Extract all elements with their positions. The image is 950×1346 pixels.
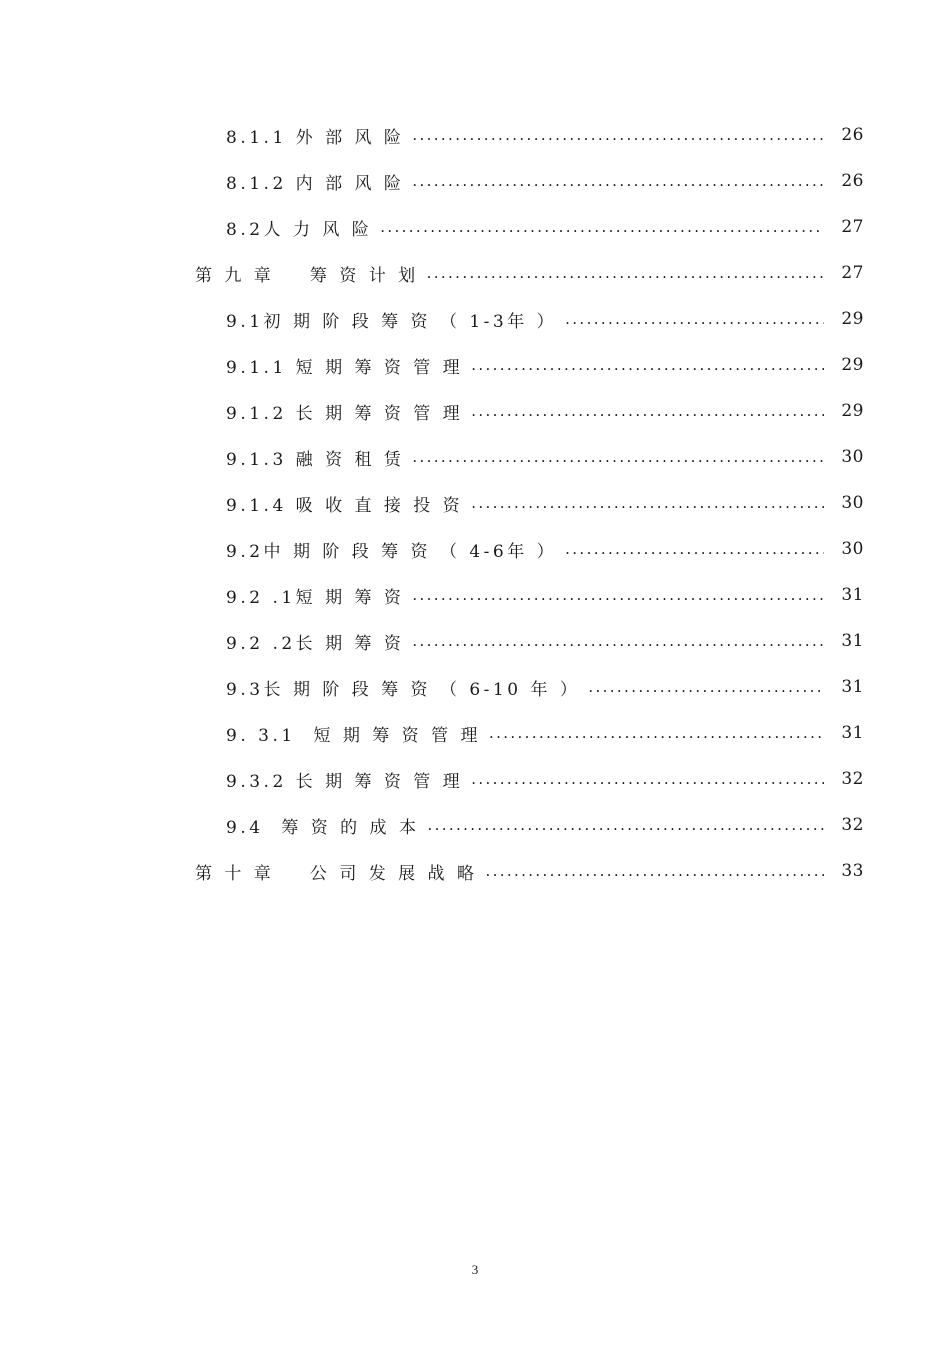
toc-entry-label: 9.1.3 融 资 租 赁	[226, 449, 405, 470]
toc-entry-label: 9.2 .1短 期 筹 资	[226, 587, 405, 608]
toc-entry-page: 33	[841, 861, 864, 881]
toc-entry-page: 31	[841, 677, 864, 697]
toc-dot-leader	[588, 678, 824, 696]
toc-dot-leader	[427, 264, 824, 282]
toc-entry-page: 29	[841, 355, 864, 375]
toc-entry-label: 第 九 章 筹 资 计 划	[195, 265, 419, 286]
toc-dot-leader	[471, 356, 824, 374]
toc-entry-9-1-3[interactable]	[0, 434, 950, 480]
toc-entry-label: 9. 3.1 短 期 筹 资 管 理	[226, 725, 481, 746]
toc-entry-9-2-2[interactable]	[0, 618, 950, 664]
toc-dot-leader	[471, 402, 824, 420]
toc-entry-label: 9.1初 期 阶 段 筹 资 （ 1-3年 ）	[226, 311, 558, 332]
toc-entry-9-3[interactable]	[0, 664, 950, 710]
toc-entry-label: 8.2人 力 风 险	[226, 219, 373, 240]
toc-entry-9-3-2[interactable]	[0, 756, 950, 802]
toc-entry-9-1-1[interactable]	[0, 342, 950, 388]
toc-entry-9-4[interactable]	[0, 802, 950, 848]
toc-entry-page: 27	[841, 263, 864, 283]
toc-entry-page: 30	[841, 539, 864, 559]
toc-entry-9-1[interactable]	[0, 296, 950, 342]
toc-entry-8-2[interactable]	[0, 204, 950, 250]
toc-entry-page: 30	[841, 447, 864, 467]
toc-entry-page: 30	[841, 493, 864, 513]
toc-entry-9-1-2[interactable]	[0, 388, 950, 434]
toc-entry-label: 9.3长 期 阶 段 筹 资 （ 6-10 年 ）	[226, 679, 581, 700]
toc-entry-page: 27	[841, 217, 864, 237]
page-number: 3	[471, 1262, 479, 1277]
toc-entry-label: 8.1.2 内 部 风 险	[226, 173, 405, 194]
toc-dot-leader	[485, 862, 824, 880]
toc-entry-page: 31	[841, 631, 864, 651]
toc-entry-page: 32	[841, 815, 864, 835]
toc-dot-leader	[412, 632, 824, 650]
toc-dot-leader	[471, 770, 824, 788]
toc-dot-leader	[489, 724, 824, 742]
toc-dot-leader	[412, 126, 824, 144]
toc-entry-label: 9.1.1 短 期 筹 资 管 理	[226, 357, 464, 378]
toc-entry-label: 第 十 章 公 司 发 展 战 略	[195, 863, 478, 884]
toc-entry-page: 26	[841, 171, 864, 191]
table-of-contents	[0, 112, 950, 894]
toc-entry-chapter-10[interactable]	[0, 848, 950, 894]
toc-dot-leader	[565, 540, 824, 558]
toc-entry-label: 9.3.2 长 期 筹 资 管 理	[226, 771, 464, 792]
toc-entry-page: 26	[841, 125, 864, 145]
toc-entry-page: 32	[841, 769, 864, 789]
toc-entry-9-3-1[interactable]	[0, 710, 950, 756]
toc-dot-leader	[412, 448, 824, 466]
toc-entry-label: 9.1.2 长 期 筹 资 管 理	[226, 403, 464, 424]
toc-entry-9-2[interactable]	[0, 526, 950, 572]
toc-dot-leader	[471, 494, 824, 512]
toc-dot-leader	[412, 586, 824, 604]
toc-entry-8-1-1[interactable]	[0, 112, 950, 158]
toc-entry-9-1-4[interactable]	[0, 480, 950, 526]
toc-entry-label: 9.2 .2长 期 筹 资	[226, 633, 405, 654]
toc-dot-leader	[565, 310, 824, 328]
toc-entry-9-2-1[interactable]	[0, 572, 950, 618]
toc-entry-label: 9.2中 期 阶 段 筹 资 （ 4-6年 ）	[226, 541, 558, 562]
toc-entry-label: 9.4 筹 资 的 成 本	[226, 817, 420, 838]
toc-entry-page: 29	[841, 309, 864, 329]
toc-entry-8-1-2[interactable]	[0, 158, 950, 204]
toc-dot-leader	[412, 172, 824, 190]
toc-entry-label: 8.1.1 外 部 风 险	[226, 127, 405, 148]
toc-entry-page: 31	[841, 723, 864, 743]
toc-dot-leader	[427, 816, 824, 834]
toc-entry-chapter-9[interactable]	[0, 250, 950, 296]
toc-entry-label: 9.1.4 吸 收 直 接 投 资	[226, 495, 464, 516]
toc-dot-leader	[380, 218, 824, 236]
toc-entry-page: 29	[841, 401, 864, 421]
toc-entry-page: 31	[841, 585, 864, 605]
